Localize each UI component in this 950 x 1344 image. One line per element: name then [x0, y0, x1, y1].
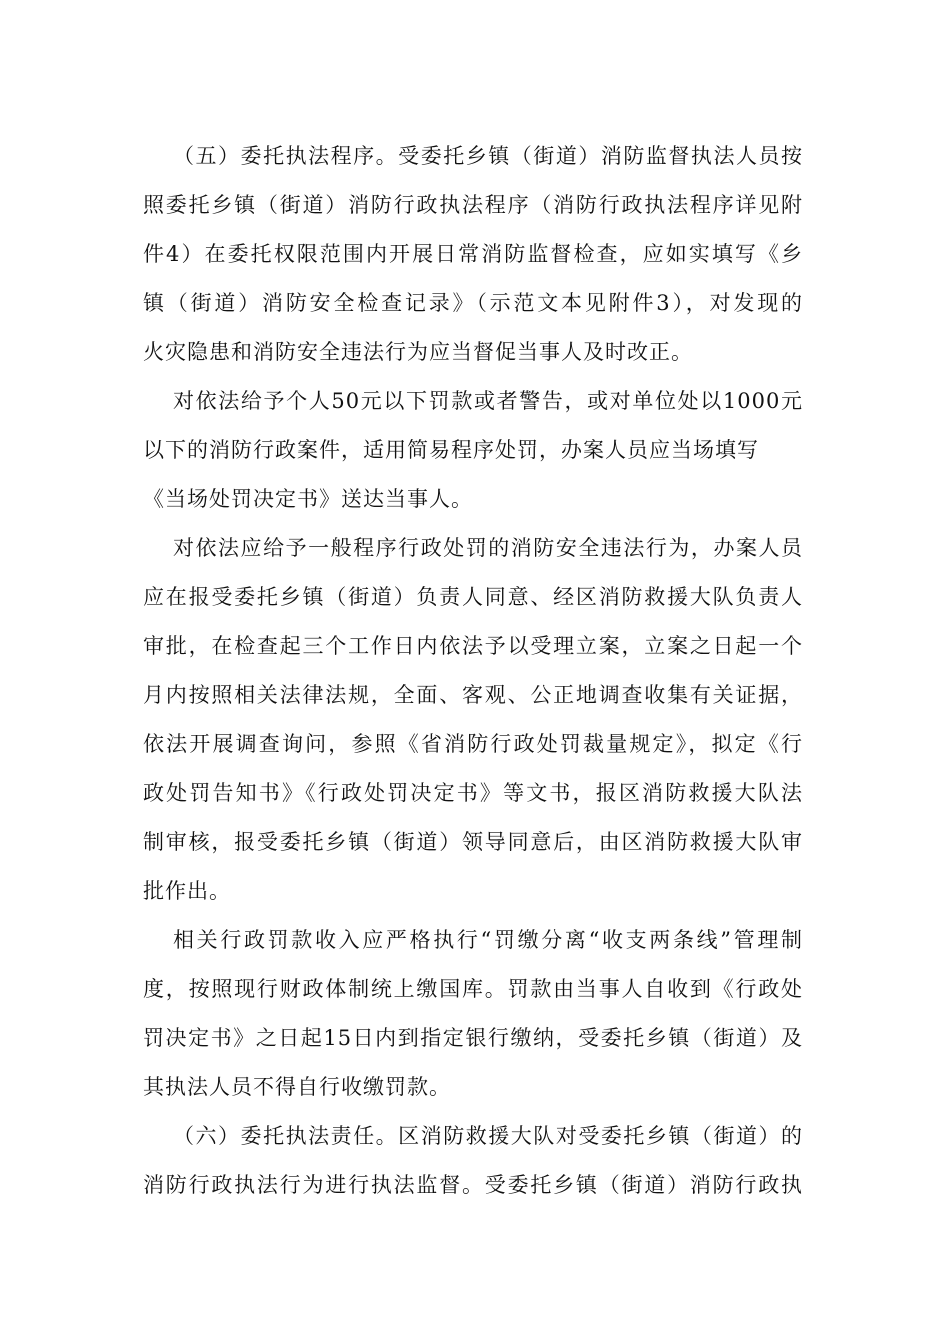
- paragraph-line: 以下的消防行政案件，适用简易程序处罚，办案人员应当场填写: [143, 438, 759, 462]
- paragraph-line: （六）委托执法责任。区消防救援大队对受委托乡镇（街道）的: [173, 1124, 803, 1148]
- document-body: [143, 132, 803, 1210]
- paragraph-line: 批作出。: [143, 879, 231, 903]
- paragraph-line: 应在报受委托乡镇（街道）负责人同意、经区消防救援大队负责人: [143, 585, 803, 609]
- paragraph-line: 依法开展调查询问，参照《省消防行政处罚裁量规定》，拟定《行: [143, 732, 803, 756]
- paragraph-line: 月内按照相关法律法规，全面、客观、公正地调查收集有关证据，: [143, 683, 803, 707]
- paragraph-line: 件4）在委托权限范围内开展日常消防监督检查，应如实填写《乡: [143, 242, 803, 266]
- paragraph-line: 火灾隐患和消防安全违法行为应当督促当事人及时改正。: [143, 340, 693, 364]
- paragraph-line: 相关行政罚款收入应严格执行“罚缴分离“收支两条线”管理制: [173, 928, 803, 952]
- paragraph-line: 其执法人员不得自行收缴罚款。: [143, 1075, 451, 1099]
- paragraph-line: 对依法应给予一般程序行政处罚的消防安全违法行为，办案人员: [173, 536, 803, 560]
- paragraph-line: 罚决定书》之日起15日内到指定银行缴纳，受委托乡镇（街道）及: [143, 1026, 803, 1050]
- paragraph-line: 政处罚告知书》《行政处罚决定书》等文书，报区消防救援大队法: [143, 781, 803, 805]
- paragraph-line: 《当场处罚决定书》送达当事人。: [143, 487, 473, 511]
- paragraph-line: 制审核，报受委托乡镇（街道）领导同意后，由区消防救援大队审: [143, 830, 803, 854]
- paragraph-line: 消防行政执法行为进行执法监督。受委托乡镇（街道）消防行政执: [143, 1173, 803, 1197]
- paragraph-line: 镇（街道）消防安全检查记录》（示范文本见附件3），对发现的: [143, 291, 803, 315]
- paragraph-line: 对依法给予个人50元以下罚款或者警告，或对单位处以1000元: [173, 389, 803, 413]
- paragraph-line: 审批，在检查起三个工作日内依法予以受理立案，立案之日起一个: [143, 634, 803, 658]
- paragraph-line: 照委托乡镇（街道）消防行政执法程序（消防行政执法程序详见附: [143, 193, 803, 217]
- paragraph-line: （五）委托执法程序。受委托乡镇（街道）消防监督执法人员按: [173, 144, 803, 168]
- paragraph-line: 度，按照现行财政体制统上缴国库。罚款由当事人自收到《行政处: [143, 977, 803, 1001]
